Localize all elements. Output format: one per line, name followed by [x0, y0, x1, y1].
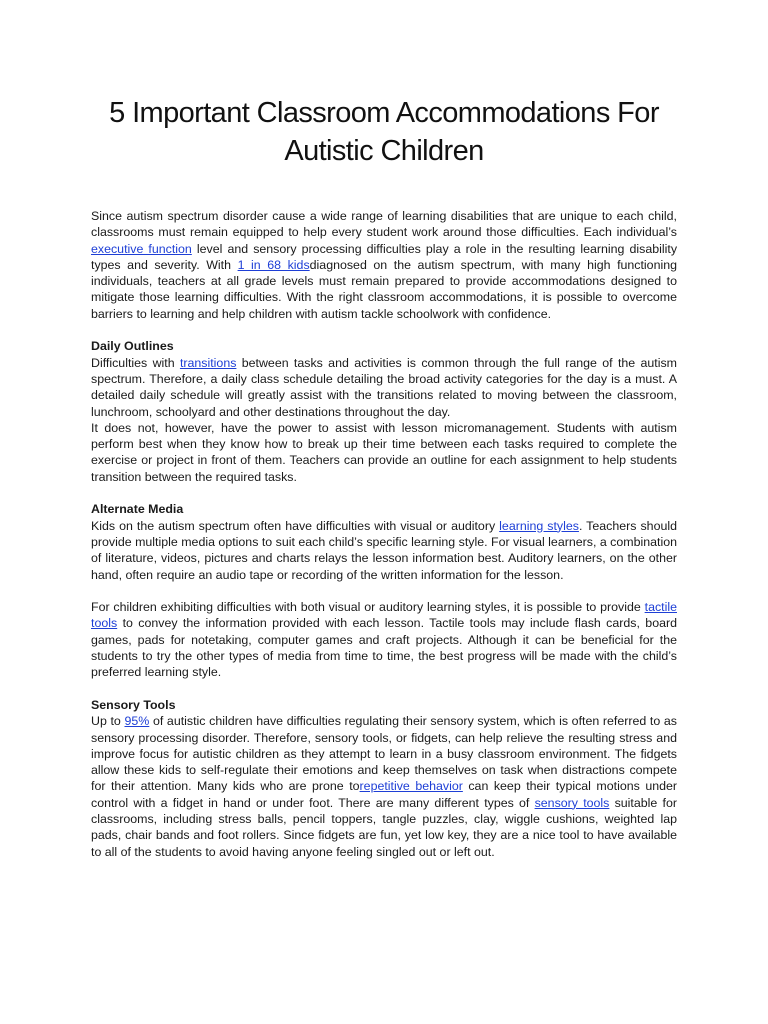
- intro-text-3: diagnosed on the autism spectrum, with many high functioning individuals, teachers at all grade levels must remain prepared to provide accommodations designed to mitigate those learning difficulties. With the right classroom accommodations, it is possible to overcome barriers to learning and help children with autism tackle schoolwork with confidence.: [91, 257, 677, 321]
- daily-outlines-heading: Daily Outlines: [91, 339, 174, 354]
- intro-text-1: Since autism spectrum disorder cause a wide range of learning disabilities that are unique to each child, classrooms must remain equipped to help every student work around those difficulties. Each individual’s: [91, 209, 677, 240]
- tactile-tools-link[interactable]: tactile tools: [91, 600, 677, 631]
- repetitive-behavior-link[interactable]: repetitive behavior: [359, 779, 463, 794]
- alternate-media-heading: Alternate Media: [91, 502, 184, 517]
- media-text-1: Kids on the autism spectrum often have difficulties with visual or auditory: [91, 518, 500, 533]
- daily-text-1: Difficulties with: [91, 355, 180, 370]
- sensory-tools-heading: Sensory Tools: [91, 697, 176, 712]
- title-line-1: 5 Important Classroom Accommodations For: [109, 97, 659, 129]
- article-body: [91, 208, 677, 860]
- media-text-3: For children exhibiting difficulties with both visual or auditory learning styles, it is possible to provide: [91, 600, 645, 615]
- executive-function-link[interactable]: executive function: [91, 241, 192, 256]
- sensory-text-3: can keep their typical motions under control with a fidget in hand or under foot. There are many different types of: [91, 779, 678, 810]
- intro-text-2: level and sensory processing difficulties play a role in the resulting learning disability types and severity. With: [91, 241, 678, 272]
- title-line-2: Autistic Children: [284, 135, 484, 167]
- transitions-link[interactable]: transitions: [179, 355, 237, 370]
- daily-outlines-paragraph-1: [91, 355, 677, 420]
- alternate-media-paragraph-2: [91, 599, 677, 680]
- page-title: [60, 94, 708, 170]
- sensory-tools-link[interactable]: sensory tools: [534, 795, 610, 810]
- media-text-2: . Teachers should provide multiple media options to suit each child’s specific learning style. For visual learners, a combination of literature, videos, pictures and charts relays the lesson information best. Auditory learners, on the other hand, often require an audio tape or recording of the written information for the lesson.: [91, 518, 677, 582]
- sensory-text-2: of autistic children have difficulties regulating their sensory system, which is often referred to as sensory processing disorder. Therefore, sensory tools, or fidgets, can help relieve the resulting stress and improve focus for autistic children as they attempt to learn in a busy classroom environment. The fidgets allow these kids to self-regulate their emotions and keep themselves on task when distractions compete for their attention. Many kids who are prone to: [91, 714, 677, 794]
- ninety-five-percent-link[interactable]: 95%: [124, 714, 150, 729]
- daily-outlines-paragraph-2: It does not, however, have the power to assist with lesson micromanagement. Students with autism perform best when they know how to break up their time between each tasks required to complete the exercise or project in front of them. Teachers can provide an outline for each assignment to help students transition between the required tasks.: [91, 420, 677, 484]
- intro-paragraph: [91, 208, 677, 322]
- media-text-4: to convey the information provided with each lesson. Tactile tools may include flash cards, board games, pads for notetaking, computer games and craft projects. Although it can be beneficial for the students to try the other types of media from time to time, the best progress will be made with the child’s preferred learning style.: [91, 616, 677, 680]
- sensory-text-4: suitable for classrooms, including stress balls, pencil toppers, tangle puzzles, clay, wiggle cushions, weighted lap pads, chair bands and foot rollers. Since fidgets are fun, yet low key, they are a nice tool to have available to all of the students to avoid having anyone feeling singled out or left out.: [91, 795, 677, 859]
- alternate-media-paragraph-1: [91, 518, 677, 583]
- daily-text-2: between tasks and activities is common through the full range of the autism spectrum. Therefore, a daily class schedule detailing the broad activity categories for the day is a must. A detailed daily schedule will greatly assist with the transitions related to moving between the classroom, lunchroom, schoolyard and other destinations throughout the day.: [91, 355, 677, 419]
- sensory-text-1: Up to: [91, 714, 125, 729]
- one-in-68-kids-link[interactable]: 1 in 68 kids: [237, 257, 310, 272]
- learning-styles-link[interactable]: learning styles: [499, 518, 579, 533]
- sensory-tools-paragraph: [91, 713, 677, 860]
